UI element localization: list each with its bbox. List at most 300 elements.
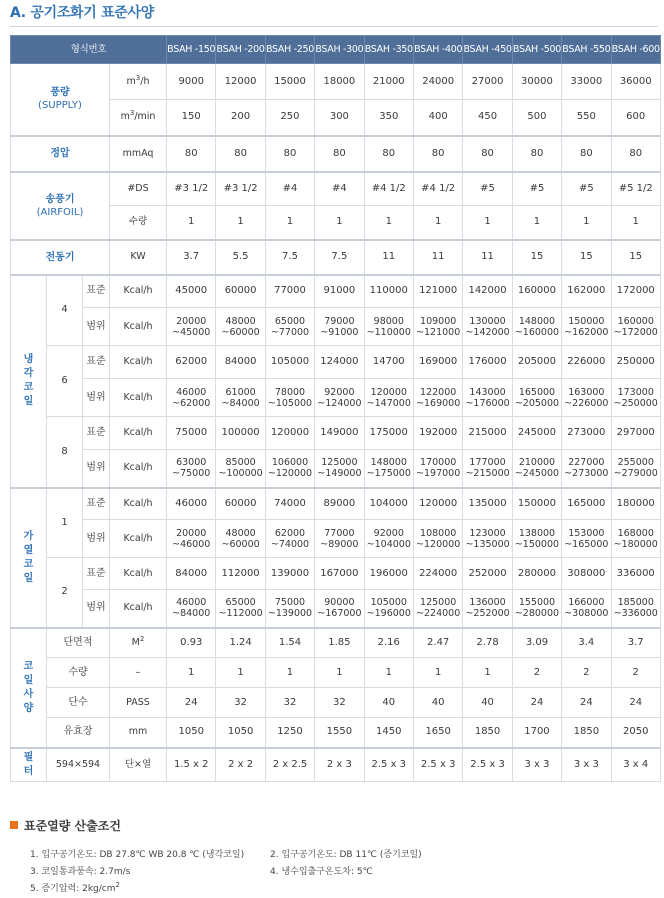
- unit-cell: $m^3/\min$: [110, 100, 167, 136]
- range-high: ~84000: [172, 608, 211, 620]
- table-row: [11, 240, 661, 275]
- std-value-cell: 45000: [167, 275, 216, 308]
- range-cell: [167, 520, 216, 558]
- range-low: 20000: [176, 315, 207, 327]
- value-cell: 40: [413, 688, 462, 718]
- fan-label: [11, 172, 110, 240]
- row-count-cell: 6: [47, 346, 83, 417]
- conditions-title: [10, 818, 121, 834]
- vertical-label-char: 코: [23, 382, 34, 393]
- range-cell: [413, 520, 462, 558]
- value-cell: 32: [216, 688, 265, 718]
- range-high: ~308000: [564, 608, 609, 620]
- range-cell: [512, 450, 561, 488]
- value-cell: 1: [265, 658, 314, 688]
- range-high: ~91000: [320, 326, 359, 338]
- value-cell: 2: [562, 658, 611, 688]
- value-cell: 24: [167, 688, 216, 718]
- std-value-cell: 120000: [265, 417, 314, 450]
- std-value-cell: 104000: [364, 488, 413, 520]
- range-high: ~100000: [218, 468, 263, 480]
- value-cell: 2.5 x 3: [463, 748, 512, 782]
- value-cell: 24: [562, 688, 611, 718]
- range-high: ~120000: [416, 538, 461, 550]
- range-low: 62000: [274, 527, 306, 539]
- value-cell: 2 x 3: [315, 748, 364, 782]
- row-count-cell: 1: [47, 488, 83, 558]
- unit-cell: Kcal/h: [110, 417, 167, 450]
- value-cell: 200: [216, 100, 265, 136]
- range-low: 123000: [469, 527, 506, 539]
- std-value-cell: 46000: [167, 488, 216, 520]
- range-high: ~105000: [267, 397, 313, 409]
- range-cell: [413, 450, 462, 488]
- value-cell: 1: [364, 658, 413, 688]
- value-cell: 350: [364, 100, 413, 136]
- unit-cell: Kcal/h: [110, 558, 167, 590]
- vertical-label-char: 가: [23, 530, 34, 542]
- std-value-cell: 169000: [413, 346, 462, 379]
- value-cell: 11: [463, 240, 512, 275]
- range-high: ~162000: [564, 326, 609, 338]
- range-low: 255000: [617, 457, 654, 469]
- value-cell: 80: [413, 136, 462, 172]
- range-cell: [463, 590, 512, 628]
- value-cell: 7.5: [265, 240, 314, 275]
- range-high: ~46000: [172, 538, 211, 550]
- std-value-cell: 74000: [265, 488, 314, 520]
- range-high: ~167000: [317, 608, 362, 620]
- spec-table: [10, 35, 661, 782]
- std-label-cell: 표준: [83, 346, 110, 379]
- value-cell: 1: [413, 658, 462, 688]
- std-value-cell: 120000: [413, 488, 462, 520]
- std-value-cell: 196000: [364, 558, 413, 590]
- table-row: [11, 628, 661, 658]
- table-row: [11, 417, 661, 450]
- value-cell: 36000: [611, 64, 660, 100]
- value-cell: 3 x 4: [611, 748, 660, 782]
- std-value-cell: 224000: [413, 558, 462, 590]
- value-cell: 3.7: [167, 240, 216, 275]
- value-cell: 1550: [315, 718, 364, 748]
- range-low: 177000: [469, 457, 506, 469]
- value-cell: 1.24: [216, 628, 265, 658]
- range-low: 61000: [225, 386, 256, 398]
- value-cell: 80: [216, 136, 265, 172]
- value-cell: 24: [512, 688, 561, 718]
- static-pressure-label: 정압: [11, 136, 110, 172]
- range-low: 20000: [176, 527, 207, 539]
- range-label-cell: 범위: [83, 308, 110, 346]
- value-cell: 80: [562, 136, 611, 172]
- range-low: 106000: [271, 457, 309, 469]
- value-cell: 150: [167, 100, 216, 136]
- std-label-cell: 표준: [83, 275, 110, 308]
- range-low: 120000: [370, 386, 407, 398]
- range-low: 92000: [373, 527, 404, 539]
- header-model-cell: BSAH -150: [167, 36, 216, 64]
- range-high: ~135000: [465, 538, 510, 550]
- range-high: ~169000: [416, 397, 461, 409]
- range-cell: [413, 308, 462, 346]
- std-value-cell: 172000: [611, 275, 660, 308]
- range-cell: [315, 590, 364, 628]
- header-model-cell: BSAH -250: [265, 36, 314, 64]
- range-cell: [562, 379, 611, 417]
- value-cell: 2.47: [413, 628, 462, 658]
- value-cell: 450: [463, 100, 512, 136]
- std-value-cell: 175000: [364, 417, 413, 450]
- value-cell: 11: [364, 240, 413, 275]
- value-cell: #4 1/2: [364, 172, 413, 206]
- std-value-cell: 77000: [265, 275, 314, 308]
- unit-cell: $m^3/h$: [110, 64, 167, 100]
- motor-label: 전동기: [11, 240, 110, 275]
- std-value-cell: 139000: [265, 558, 314, 590]
- table-row: [11, 718, 661, 748]
- value-cell: 2 x 2.5: [265, 748, 314, 782]
- range-high: ~273000: [564, 468, 609, 480]
- std-value-cell: 75000: [167, 417, 216, 450]
- range-cell: [216, 450, 265, 488]
- range-low: 48000: [225, 315, 256, 327]
- range-label-cell: 범위: [83, 590, 110, 628]
- range-high: ~224000: [416, 608, 461, 620]
- value-cell: 2: [512, 658, 561, 688]
- std-value-cell: 308000: [562, 558, 611, 590]
- value-cell: 5.5: [216, 240, 265, 275]
- range-low: 109000: [420, 315, 457, 327]
- range-high: ~150000: [514, 538, 560, 550]
- range-low: 153000: [568, 527, 605, 539]
- range-label-cell: 범위: [83, 379, 110, 417]
- airflow-label-text: 풍량: [50, 87, 70, 99]
- range-low: 77000: [324, 527, 355, 539]
- range-cell: [512, 520, 561, 558]
- range-low: 125000: [420, 597, 457, 609]
- range-cell: [167, 379, 216, 417]
- value-cell: 40: [463, 688, 512, 718]
- value-cell: 32: [265, 688, 314, 718]
- value-cell: 21000: [364, 64, 413, 100]
- range-low: 65000: [225, 597, 256, 609]
- condition-item-1: 1. 입구공기온도: DB 27.8℃ WB 20.8 ℃ (냉각코일): [30, 850, 245, 860]
- std-value-cell: 100000: [216, 417, 265, 450]
- header-model-cell: BSAH -500: [512, 36, 561, 64]
- std-value-cell: 84000: [167, 558, 216, 590]
- value-cell: 1: [463, 658, 512, 688]
- std-value-cell: 165000: [562, 488, 611, 520]
- value-cell: 33000: [562, 64, 611, 100]
- range-high: ~197000: [416, 468, 461, 480]
- value-cell: 1: [413, 206, 462, 240]
- std-value-cell: 167000: [315, 558, 364, 590]
- range-low: 210000: [518, 457, 556, 469]
- range-cell: [315, 308, 364, 346]
- value-cell: 24000: [413, 64, 462, 100]
- range-label-cell: 범위: [83, 520, 110, 558]
- unit-cell: PASS: [110, 688, 167, 718]
- range-cell: [315, 379, 364, 417]
- range-low: 170000: [420, 457, 457, 469]
- value-cell: #4: [315, 172, 364, 206]
- table-row: [11, 275, 661, 308]
- std-value-cell: 121000: [413, 275, 462, 308]
- range-cell: [167, 450, 216, 488]
- unit-cell: mmAq: [110, 136, 167, 172]
- range-low: 166000: [568, 597, 605, 609]
- value-cell: #4: [265, 172, 314, 206]
- range-high: ~45000: [172, 326, 211, 338]
- vertical-label-char: 냉: [23, 354, 34, 365]
- range-cell: [463, 379, 512, 417]
- range-high: ~139000: [267, 608, 313, 620]
- range-cell: [364, 520, 413, 558]
- value-cell: 1250: [265, 718, 314, 748]
- unit-cell: 수량: [110, 206, 167, 240]
- range-label-cell: 범위: [83, 450, 110, 488]
- unit-cell: Kcal/h: [110, 379, 167, 417]
- value-cell: 550: [562, 100, 611, 136]
- std-value-cell: 124000: [315, 346, 364, 379]
- std-value-cell: 149000: [315, 417, 364, 450]
- value-cell: 80: [315, 136, 364, 172]
- conditions-title-text: 표준열량 산출조건: [24, 819, 121, 833]
- condition-item-4: 4. 냉수입출구온도차: 5℃: [270, 867, 373, 877]
- value-cell: 1: [216, 206, 265, 240]
- value-cell: 80: [512, 136, 561, 172]
- range-low: 85000: [225, 457, 256, 469]
- range-cell: [167, 590, 216, 628]
- std-label-cell: 표준: [83, 488, 110, 520]
- value-cell: 1: [562, 206, 611, 240]
- range-low: 105000: [370, 597, 407, 609]
- range-cell: [216, 590, 265, 628]
- value-cell: 1: [216, 658, 265, 688]
- table-row: [11, 346, 661, 379]
- value-cell: 2.16: [364, 628, 413, 658]
- value-cell: 3.7: [611, 628, 660, 658]
- range-high: ~89000: [320, 538, 359, 550]
- table-row: [11, 36, 661, 64]
- unit-cell: Kcal/h: [110, 520, 167, 558]
- value-cell: 1.5 x 2: [167, 748, 216, 782]
- value-cell: 12000: [216, 64, 265, 100]
- row-count-cell: 8: [47, 417, 83, 488]
- header-model-cell: BSAH -450: [463, 36, 512, 64]
- vertical-label-char: 일: [23, 572, 34, 584]
- orange-square-icon: [10, 821, 18, 829]
- value-cell: 500: [512, 100, 561, 136]
- range-low: 78000: [274, 386, 306, 398]
- vertical-label-char: 필: [23, 751, 34, 763]
- value-cell: 3.4: [562, 628, 611, 658]
- range-cell: [562, 308, 611, 346]
- header-model-cell: BSAH -600: [611, 36, 660, 64]
- range-high: ~60000: [221, 326, 260, 338]
- std-value-cell: 142000: [463, 275, 512, 308]
- range-low: 168000: [617, 527, 654, 539]
- table-row: [11, 688, 661, 718]
- value-cell: #3 1/2: [216, 172, 265, 206]
- range-cell: [463, 450, 512, 488]
- value-cell: 1.85: [315, 628, 364, 658]
- std-value-cell: 252000: [463, 558, 512, 590]
- range-high: ~215000: [465, 468, 510, 480]
- range-high: ~147000: [366, 397, 411, 409]
- value-cell: 1650: [413, 718, 462, 748]
- value-cell: 80: [265, 136, 314, 172]
- range-low: 90000: [324, 597, 355, 609]
- value-cell: 2050: [611, 718, 660, 748]
- range-cell: [512, 308, 561, 346]
- range-cell: [364, 308, 413, 346]
- range-high: ~124000: [317, 397, 362, 409]
- condition-item-3: 3. 코일통과풍속: 2.7m/s: [30, 867, 131, 877]
- range-cell: [413, 379, 462, 417]
- unit-cell: Kcal/h: [110, 488, 167, 520]
- value-cell: 2.5 x 3: [413, 748, 462, 782]
- range-high: ~112000: [218, 608, 263, 620]
- row-count-cell: 2: [47, 558, 83, 628]
- coil-spec-label: [11, 628, 47, 748]
- range-cell: [611, 520, 660, 558]
- std-value-cell: 60000: [216, 275, 265, 308]
- coil-spec-row-label: 수량: [47, 658, 110, 688]
- range-low: 130000: [469, 315, 506, 327]
- unit-cell: Kcal/h: [110, 450, 167, 488]
- range-cell: [512, 379, 561, 417]
- value-cell: #5: [463, 172, 512, 206]
- unit-cell: –: [110, 658, 167, 688]
- range-cell: [315, 520, 364, 558]
- range-cell: [611, 379, 660, 417]
- std-value-cell: 91000: [315, 275, 364, 308]
- range-cell: [216, 379, 265, 417]
- std-value-cell: 150000: [512, 488, 561, 520]
- airflow-label: [11, 64, 110, 136]
- value-cell: 15: [512, 240, 561, 275]
- range-high: ~104000: [366, 538, 411, 550]
- table-row: [11, 748, 661, 782]
- row-count-cell: 4: [47, 275, 83, 346]
- vertical-label-char: 코: [23, 660, 34, 672]
- std-value-cell: 89000: [315, 488, 364, 520]
- std-value-cell: 14700: [364, 346, 413, 379]
- value-cell: 1050: [167, 718, 216, 748]
- header-model-cell: BSAH -400: [413, 36, 462, 64]
- table-row: [11, 64, 661, 100]
- range-low: 150000: [568, 315, 605, 327]
- std-value-cell: 205000: [512, 346, 561, 379]
- range-high: ~149000: [317, 468, 362, 480]
- range-low: 92000: [324, 386, 355, 398]
- vertical-label-char: 터: [23, 765, 34, 777]
- value-cell: 1700: [512, 718, 561, 748]
- range-high: ~245000: [514, 468, 560, 480]
- value-cell: 1450: [364, 718, 413, 748]
- table-row: [11, 450, 661, 488]
- range-high: ~120000: [267, 468, 313, 480]
- value-cell: 3 x 3: [512, 748, 561, 782]
- range-low: 173000: [617, 386, 654, 398]
- range-cell: [562, 450, 611, 488]
- range-cell: [216, 520, 265, 558]
- range-low: 122000: [420, 386, 457, 398]
- range-high: ~60000: [221, 538, 260, 550]
- value-cell: 1: [364, 206, 413, 240]
- std-value-cell: 297000: [611, 417, 660, 450]
- range-low: 79000: [324, 315, 355, 327]
- value-cell: 2: [611, 658, 660, 688]
- fan-label-text: 송풍기: [45, 193, 75, 205]
- range-high: ~142000: [465, 326, 510, 338]
- unit-cell: Kcal/h: [110, 308, 167, 346]
- std-value-cell: 60000: [216, 488, 265, 520]
- value-cell: 3.09: [512, 628, 561, 658]
- std-value-cell: 273000: [562, 417, 611, 450]
- std-value-cell: 160000: [512, 275, 561, 308]
- std-value-cell: 112000: [216, 558, 265, 590]
- unit-cell: $M^2$: [110, 628, 167, 658]
- range-cell: [265, 590, 314, 628]
- range-low: 108000: [420, 527, 457, 539]
- range-cell: [265, 308, 314, 346]
- value-cell: #5: [562, 172, 611, 206]
- value-cell: #5: [512, 172, 561, 206]
- range-high: ~121000: [416, 326, 461, 338]
- condition-item-5: 5. 증기압력: $2kg/cm^2$: [30, 881, 120, 894]
- range-cell: [216, 308, 265, 346]
- std-value-cell: 192000: [413, 417, 462, 450]
- value-cell: 11: [413, 240, 462, 275]
- value-cell: 2.5 x 3: [364, 748, 413, 782]
- std-value-cell: 215000: [463, 417, 512, 450]
- value-cell: 80: [611, 136, 660, 172]
- value-cell: 27000: [463, 64, 512, 100]
- vertical-label-char: 코: [23, 558, 34, 570]
- range-cell: [167, 308, 216, 346]
- unit-cell: Kcal/h: [110, 346, 167, 379]
- value-cell: 250: [265, 100, 314, 136]
- range-cell: [364, 379, 413, 417]
- table-row: [11, 172, 661, 206]
- value-cell: 1: [265, 206, 314, 240]
- std-value-cell: 105000: [265, 346, 314, 379]
- range-high: ~226000: [564, 397, 609, 409]
- table-row: [11, 379, 661, 417]
- table-row: [11, 658, 661, 688]
- range-low: 48000: [225, 527, 256, 539]
- value-cell: 1: [315, 658, 364, 688]
- value-cell: 1: [512, 206, 561, 240]
- table-row: [11, 488, 661, 520]
- value-cell: 600: [611, 100, 660, 136]
- vertical-label-char: 일: [23, 674, 34, 686]
- range-high: ~250000: [613, 397, 658, 409]
- range-high: ~77000: [270, 326, 310, 338]
- vertical-label-char: 사: [23, 688, 34, 700]
- unit-cell: Kcal/h: [110, 275, 167, 308]
- range-low: 155000: [518, 597, 556, 609]
- range-high: ~172000: [613, 326, 658, 338]
- std-value-cell: 280000: [512, 558, 561, 590]
- range-low: 125000: [321, 457, 358, 469]
- filter-size-cell: 594×594: [47, 748, 110, 782]
- range-high: ~62000: [172, 397, 211, 409]
- value-cell: 1: [611, 206, 660, 240]
